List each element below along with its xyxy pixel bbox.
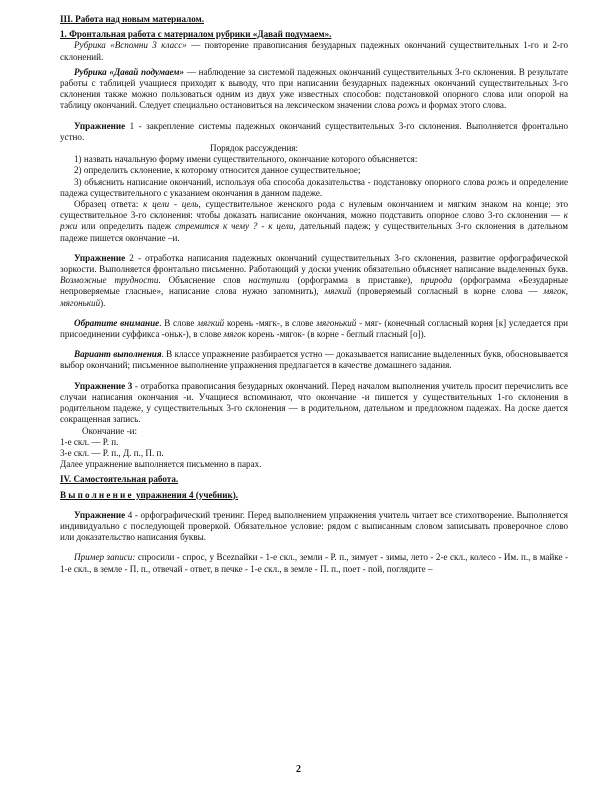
sample-text: , существительное женского рода с нулевым окончанием и мягким знаком на конце; это существительное 3-го склонения: чтобы доказать написание окончания, можно подставить опорное слово 3-го склонения —	[60, 199, 569, 221]
exercise-text: . Объяснение слов	[158, 275, 249, 286]
exercise-2	[60, 253, 568, 309]
note-text: . В слове	[159, 317, 198, 328]
sample-label: Образец ответа:	[74, 199, 144, 210]
example: к ржи	[60, 210, 568, 232]
exercise-text: 4 - орфографический тренинг. Перед выполнением упражнения учитель читает все стихотворение. Выполняется индивидуально с последующей проверкой. Обязательное условие: рядом с выписанным словом записывать проверочное слово или доказательство написания буквы.	[60, 509, 568, 543]
sample-record	[60, 552, 568, 574]
exercise-3	[60, 381, 568, 426]
endings-line-2: 3-е скл. — Р. п., Д. п., П. п.	[60, 447, 164, 458]
sample-text: или определить падеж	[77, 221, 175, 232]
rubric-name: Рубрика «Вспомни 3 класс»	[74, 40, 187, 51]
step-text: 3) объяснить написание окончаний, используя оба способа доказательства - подстановку опорного слова	[74, 176, 488, 187]
step-text: и определение падежа существительного с указанием окончания в данном падеже.	[60, 176, 569, 198]
word: мягок, мягонький	[60, 286, 569, 308]
word: природа	[420, 275, 453, 286]
endings-line-3: Далее упражнение выполняется письменно в парах.	[60, 459, 262, 470]
paragraph-think	[60, 67, 568, 112]
word: мягок	[223, 329, 246, 340]
difficulty-label: Возможные трудности	[60, 275, 159, 286]
exercise-text: (орфограмма «Безударные непроверяемые гласные», написание слова нужно запомнить),	[60, 275, 568, 297]
paragraph-recall	[60, 40, 568, 62]
sample-text: спросили - спрос, у Всеznайки - 1-е скл., земли - Р. п., зимует - зимы, лето - 2-е скл., колесо - Им. п., в майке - 1-е скл., в земле - П. п., отвечай - ответ, в печке - 1-е скл., в земле - П. п., поет - пой, поглядите –	[60, 552, 569, 574]
section-heading-iv: IV. Самостоятельная работа.	[60, 474, 179, 485]
task-text: упражнения 4 (учебник).	[133, 489, 239, 500]
word: наступили	[248, 275, 290, 286]
note-text: - мяг- (конечный согласный корня [к] уследается при присоединении суффикса -оньк-), в слове	[60, 317, 569, 340]
rubric-name: Рубрика «Давай подумаем»	[74, 66, 185, 77]
step-3	[60, 177, 568, 199]
task-line	[60, 490, 568, 501]
note-attention	[60, 318, 568, 340]
exercise-text: (проверяемый согласный в корне слова —	[351, 286, 544, 297]
example: стремится к чему ? - к цели,	[174, 221, 296, 232]
exercise-text: - отработка правописания безударных окончаний. Перед началом выполнения учитель просит перечислить все случаи написания окончания -и. Учащиеся вспоминают, что окончание -и пишется у существительных 1-го склонения в родительном падеже, у существительных 3-го склонения — в родительном, дательном и предложном падежах. На доске дается сокращенная запись.	[60, 380, 569, 425]
sample-label: Пример записи:	[74, 552, 136, 563]
exercise-label: Упражнение 3	[74, 380, 133, 391]
word: мягонький	[316, 317, 357, 328]
endings-title: Окончание -и:	[82, 425, 138, 436]
task-label: Выполнение	[60, 489, 134, 500]
subsection-heading-1: 1. Фронтальная работа с материалом рубрики «Давай подумаем».	[60, 29, 332, 40]
exercise-4	[60, 510, 568, 544]
exercise-label: Упражнение	[74, 252, 126, 263]
exercise-text: 2 - отработка написания падежных окончаний существительных 3-го склонения, развитие орфографической зоркости. Выполняется фронтально письменно. Работающий у доски ученик обязательно объясняет написание выделенных букв.	[60, 252, 568, 275]
exercise-text: ).	[100, 297, 106, 308]
exercise-text: (орфограмма в приставке),	[289, 275, 421, 286]
rubric-text: и формах этого слова.	[419, 100, 507, 111]
note-label: Обратите внимание	[74, 317, 160, 328]
exercise-label: Упражнение	[74, 509, 126, 520]
word: мягкий	[324, 286, 352, 297]
exercise-text: 1 - закрепление системы падежных окончаний существительных 3-го склонения. Выполняется фронтально устно.	[60, 120, 568, 142]
endings-line-1: 1-е скл. — Р. п.	[60, 436, 119, 447]
document-page	[60, 14, 568, 575]
word: мягкий	[197, 317, 225, 328]
page-number: 2	[296, 764, 301, 775]
sample-text: дательный падеж; у существительных 3-го склонения в дательном падеже пишется окончание –и.	[60, 221, 569, 243]
section-heading-iii: III. Работа над новым материалом.	[60, 14, 205, 24]
rubric-text: — наблюдение за системой падежных окончаний существительных 3-го склонения. В результате работы с таблицей учащиеся приходят к выводу, что при написании безударных падежных окончаний существительных 3-го склонения также можно пользоваться одним из двух уже известных способов: подстановкой опорного слова или опорой на таблицу окончаний. Следует специально остановиться на лексическом значении слова	[60, 66, 568, 111]
note-text: корень -мягк-, в слове	[224, 317, 317, 328]
variant-text: . В классе упражнение разбирается устно — доказывается написание выделенных букв, обосновывается выбор окончаний; письменное выполнение упражнения предлагается в качестве домашнего задания.	[60, 349, 569, 371]
exercise-1	[60, 121, 568, 143]
note-text: корень -мягок- (в корне - беглый гласный [о]).	[245, 329, 426, 340]
word: рожь	[397, 100, 420, 111]
variant-execution	[60, 349, 568, 371]
order-title: Порядок рассуждения:	[210, 143, 299, 154]
sample-answer	[60, 199, 568, 244]
exercise-label: Упражнение	[74, 120, 126, 131]
step-2: 2) определить склонение, к которому относится данное существительное;	[74, 165, 361, 176]
example: к цели - цель	[143, 199, 199, 210]
variant-label: Вариант выполнения	[74, 349, 162, 360]
step-1: 1) назвать начальную форму имени существительного, окончание которого объясняется:	[74, 154, 418, 165]
rubric-text: — повторение правописания безударных падежных окончаний существительных 1-го и 2-го склонений.	[60, 40, 569, 62]
word: рожь	[487, 176, 509, 187]
